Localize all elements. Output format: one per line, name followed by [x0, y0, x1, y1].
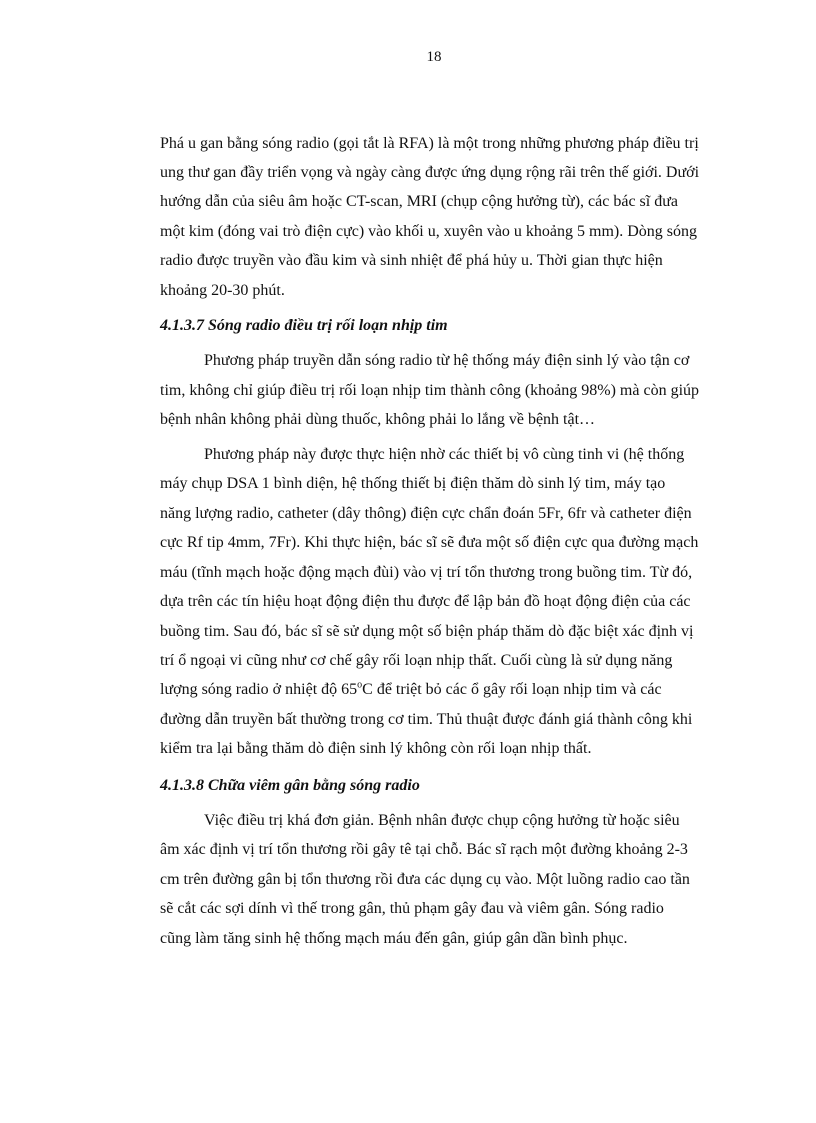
text-line: tim, không chỉ giúp điều trị rối loạn nhịp tim thành công (khoảng 98%) mà còn giúp — [160, 382, 700, 399]
text-line: cực Rf tip 4mm, 7Fr). Khi thực hiện, bác sĩ sẽ đưa một số điện cực qua đường mạch — [160, 534, 699, 551]
text-line: bệnh nhân không phải dùng thuốc, không phải lo lắng về bệnh tật… — [160, 411, 596, 428]
text-fragment: lượng sóng radio ở nhiệt độ 65 — [160, 681, 358, 698]
text-line: một kim (đóng vai trò điện cực) vào khối u, xuyên vào u khoảng 5 mm). Dòng sóng — [160, 223, 698, 240]
degree-superscript: o — [357, 679, 363, 691]
section-heading-4138: 4.1.3.8 Chữa viêm gân bằng sóng radio — [160, 777, 420, 794]
text-line: hướng dẫn của siêu âm hoặc CT-scan, MRI (chụp cộng hưởng từ), các bác sĩ đưa — [160, 193, 678, 210]
text-line: máu (tĩnh mạch hoặc động mạch đùi) vào vị trí tổn thương trong buồng tim. Từ đó, — [160, 564, 693, 581]
text-line: máy chụp DSA 1 bình diện, hệ thống thiết bị điện thăm dò sinh lý tim, máy tạo — [160, 475, 666, 492]
text-line: buồng tim. Sau đó, bác sĩ sẽ sử dụng một số biện pháp thăm dò đặc biệt xác định vị — [160, 623, 694, 640]
text-line — [160, 680, 662, 700]
text-line: khoảng 20-30 phút. — [160, 282, 285, 299]
text-line: âm xác định vị trí tổn thương rồi gây tê tại chỗ. Bác sĩ rạch một đường khoảng 2-3 — [160, 841, 688, 858]
text-line: dựa trên các tín hiệu hoạt động điện thu được để lập bản đồ hoạt động điện của các — [160, 593, 691, 610]
text-line: Phá u gan bằng sóng radio (gọi tắt là RFA) là một trong những phương pháp điều trị — [160, 135, 699, 152]
section-heading-4137: 4.1.3.7 Sóng radio điều trị rối loạn nhịp tim — [160, 317, 448, 334]
text-line: trí ổ ngoại vi cũng như cơ chế gây rối loạn nhịp thất. Cuối cùng là sử dụng năng — [160, 652, 673, 669]
text-line: cũng làm tăng sinh hệ thống mạch máu đến gân, giúp gân dần bình phục. — [160, 930, 628, 947]
text-line: Phương pháp truyền dẫn sóng radio từ hệ thống máy điện sinh lý vào tận cơ — [204, 352, 690, 369]
text-line: năng lượng radio, catheter (dây thông) điện cực chẩn đoán 5Fr, 6fr và catheter điện — [160, 505, 692, 522]
text-line: Phương pháp này được thực hiện nhờ các thiết bị vô cùng tinh vi (hệ thống — [204, 446, 685, 463]
text-line: Việc điều trị khá đơn giản. Bệnh nhân được chụp cộng hưởng từ hoặc siêu — [204, 812, 680, 829]
text-line: sẽ cắt các sợi dính vì thế trong gân, thủ phạm gây đau và viêm gân. Sóng radio — [160, 900, 664, 917]
text-line: cm trên đường gân bị tổn thương rồi đưa các dụng cụ vào. Một luồng radio cao tần — [160, 871, 690, 888]
text-line: kiểm tra lại bằng thăm dò điện sinh lý không còn rối loạn nhịp thất. — [160, 740, 592, 757]
page-number: 18 — [426, 49, 442, 65]
text-line: ung thư gan đầy triển vọng và ngày càng được ứng dụng rộng rãi trên thế giới. Dưới — [160, 164, 700, 181]
text-fragment: C để triệt bỏ các ổ gây rối loạn nhịp tim và các — [362, 681, 662, 698]
text-line: radio được truyền vào đầu kim và sinh nhiệt để phá hủy u. Thời gian thực hiện — [160, 252, 663, 269]
text-line: đường dẫn truyền bất thường trong cơ tim. Thủ thuật được đánh giá thành công khi — [160, 711, 693, 728]
